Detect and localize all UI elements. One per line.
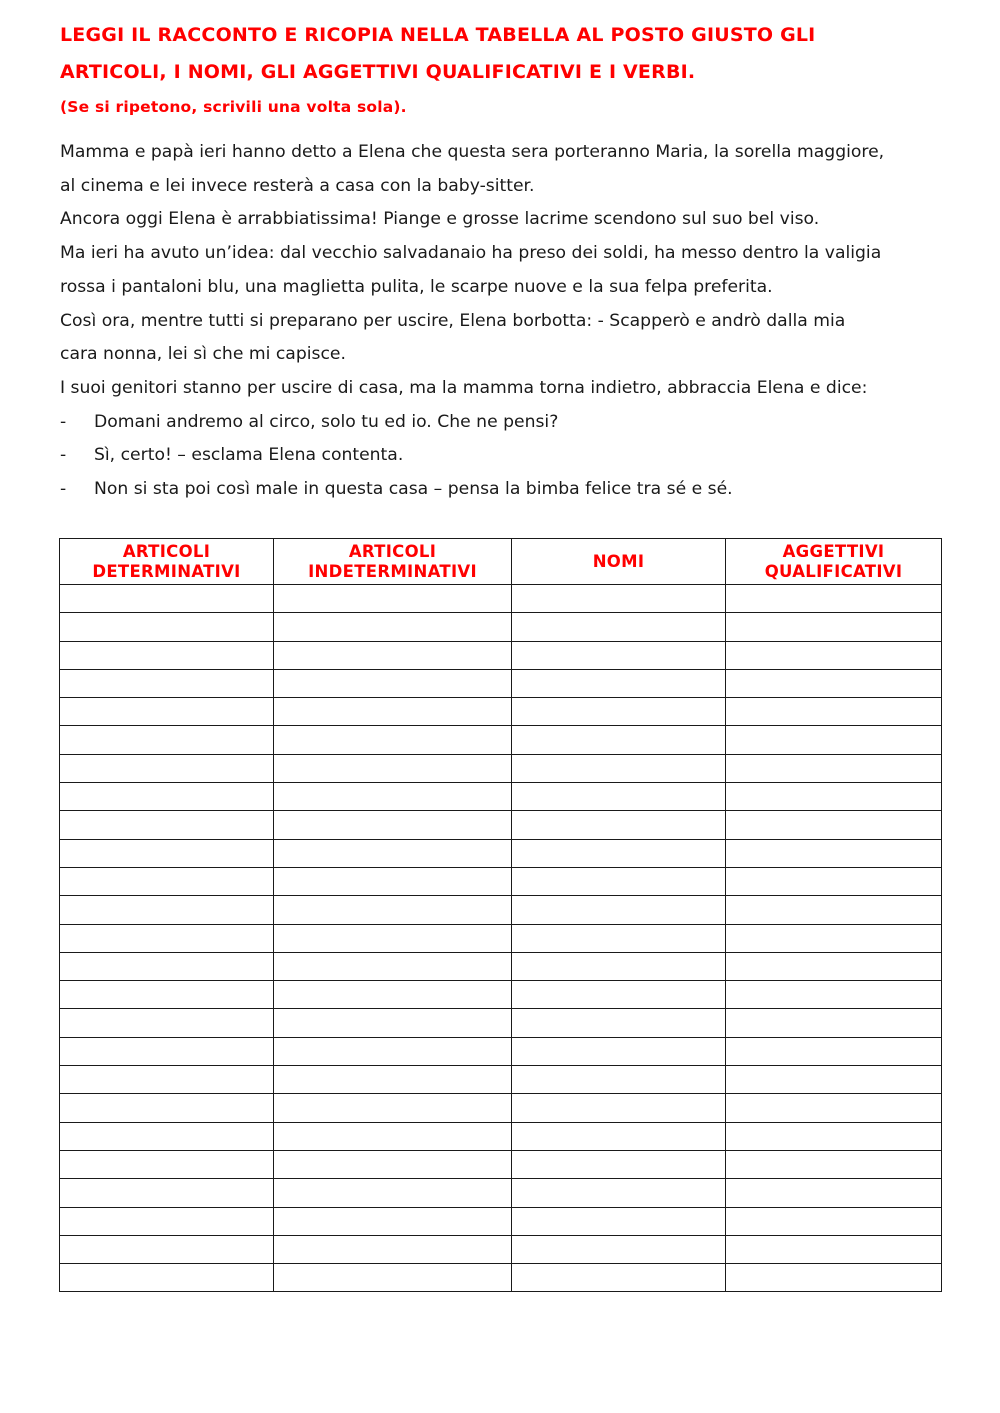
table-row: [60, 613, 942, 641]
dialogue-line: [60, 406, 960, 440]
header-articoli-determinativi: [60, 539, 274, 585]
header-line: ARTICOLI: [122, 541, 211, 561]
story-line: Mamma e papà ieri hanno detto a Elena che questa sera porteranno Maria, la sorella maggiore,: [60, 142, 885, 162]
table-row: [60, 754, 942, 782]
answer-cell[interactable]: [512, 896, 726, 924]
answer-cell[interactable]: [512, 981, 726, 1009]
answer-cell[interactable]: [60, 1094, 274, 1122]
header-line: AGGETTIVI: [782, 541, 885, 561]
answer-cell[interactable]: [274, 1066, 512, 1094]
answer-cell[interactable]: [726, 669, 942, 697]
story-text: [60, 136, 960, 507]
answer-cell[interactable]: [512, 754, 726, 782]
table-row: [60, 1037, 942, 1065]
table-row: [60, 981, 942, 1009]
answer-cell[interactable]: [60, 585, 274, 613]
answer-cell[interactable]: [726, 896, 942, 924]
table-row: [60, 641, 942, 669]
answer-cell[interactable]: [60, 1037, 274, 1065]
answer-cell[interactable]: [726, 726, 942, 754]
answer-cell[interactable]: [274, 641, 512, 669]
answer-cell[interactable]: [512, 585, 726, 613]
table-header-row: [60, 539, 942, 585]
answer-cell[interactable]: [274, 726, 512, 754]
instruction-note: (Se si ripetono, scrivili una volta sola).: [60, 98, 407, 116]
answer-cell[interactable]: [60, 669, 274, 697]
answer-cell[interactable]: [726, 1037, 942, 1065]
story-line: Ancora oggi Elena è arrabbiatissima! Piange e grosse lacrime scendono sul suo bel viso.: [60, 209, 820, 230]
answer-cell[interactable]: [726, 1235, 942, 1263]
header-nomi: [512, 539, 726, 585]
answer-cell[interactable]: [726, 867, 942, 895]
table-row: [60, 726, 942, 754]
answer-cell[interactable]: [512, 1094, 726, 1122]
answer-cell[interactable]: [726, 641, 942, 669]
table-row: [60, 839, 942, 867]
table-row: [60, 811, 942, 839]
answer-cell[interactable]: [512, 669, 726, 697]
header-line: DETERMINATIVI: [92, 561, 241, 581]
answer-cell[interactable]: [60, 613, 274, 641]
answer-cell[interactable]: [274, 981, 512, 1009]
answer-cell[interactable]: [60, 952, 274, 980]
header-line: ARTICOLI: [348, 541, 437, 561]
table-row: [60, 1150, 942, 1178]
answer-cell[interactable]: [512, 1009, 726, 1037]
table-row: [60, 585, 942, 613]
answer-cell[interactable]: [726, 981, 942, 1009]
header-line: INDETERMINATIVI: [308, 561, 477, 581]
answer-table: [59, 538, 942, 1292]
answer-cell[interactable]: [60, 698, 274, 726]
table-row: [60, 1264, 942, 1292]
answer-cell[interactable]: [512, 641, 726, 669]
dialogue-line: [60, 473, 960, 507]
answer-cell[interactable]: [512, 1207, 726, 1235]
answer-cell[interactable]: [726, 754, 942, 782]
answer-cell[interactable]: [726, 1066, 942, 1094]
answer-cell[interactable]: [726, 811, 942, 839]
answer-cell[interactable]: [60, 1122, 274, 1150]
dialogue-dash: -: [60, 411, 67, 432]
answer-cell[interactable]: [274, 1009, 512, 1037]
answer-cell[interactable]: [60, 1207, 274, 1235]
table-row: [60, 1235, 942, 1263]
answer-cell[interactable]: [274, 1264, 512, 1292]
table-row: [60, 1179, 942, 1207]
story-line: al cinema e lei invece resterà a casa con la baby-sitter.: [60, 175, 535, 196]
answer-cell[interactable]: [274, 867, 512, 895]
answer-cell[interactable]: [726, 952, 942, 980]
header-line: NOMI: [592, 551, 645, 571]
answer-cell[interactable]: [512, 811, 726, 839]
answer-cell[interactable]: [60, 896, 274, 924]
answer-cell[interactable]: [274, 839, 512, 867]
answer-cell[interactable]: [512, 1066, 726, 1094]
answer-cell[interactable]: [60, 754, 274, 782]
answer-cell[interactable]: [274, 1122, 512, 1150]
answer-cell[interactable]: [512, 783, 726, 811]
story-line: I suoi genitori stanno per uscire di casa, ma la mamma torna indietro, abbraccia Elena e dice:: [60, 377, 868, 398]
answer-cell[interactable]: [60, 1066, 274, 1094]
answer-cell[interactable]: [60, 641, 274, 669]
answer-cell[interactable]: [512, 924, 726, 952]
answer-cell[interactable]: [274, 1094, 512, 1122]
answer-cell[interactable]: [60, 1150, 274, 1178]
answer-cell[interactable]: [726, 1179, 942, 1207]
table-row: [60, 1207, 942, 1235]
answer-cell[interactable]: [274, 1037, 512, 1065]
instruction-line-1: LEGGI IL RACCONTO E RICOPIA NELLA TABELLA AL POSTO GIUSTO GLI: [60, 24, 816, 46]
answer-cell[interactable]: [512, 1264, 726, 1292]
table-body: [60, 585, 942, 1292]
answer-cell[interactable]: [274, 698, 512, 726]
table-row: [60, 1122, 942, 1150]
header-aggettivi-qualificativi: [726, 539, 942, 585]
answer-cell[interactable]: [726, 1122, 942, 1150]
answer-cell[interactable]: [512, 1122, 726, 1150]
answer-cell[interactable]: [60, 867, 274, 895]
table-row: [60, 1066, 942, 1094]
dialogue-dash: -: [60, 445, 67, 466]
answer-cell[interactable]: [274, 1150, 512, 1178]
answer-cell[interactable]: [274, 1207, 512, 1235]
story-line: rossa i pantaloni blu, una maglietta pulita, le scarpe nuove e la sua felpa preferita.: [60, 276, 773, 297]
header-line: QUALIFICATIVI: [764, 561, 903, 581]
answer-cell[interactable]: [512, 1037, 726, 1065]
answer-cell[interactable]: [274, 754, 512, 782]
answer-cell[interactable]: [274, 613, 512, 641]
dialogue-text: Non si sta poi così male in questa casa – pensa la bimba felice tra sé e sé.: [94, 479, 733, 500]
table-row: [60, 924, 942, 952]
answer-cell[interactable]: [726, 1009, 942, 1037]
answer-cell[interactable]: [726, 698, 942, 726]
table-row: [60, 896, 942, 924]
table-row: [60, 698, 942, 726]
answer-cell[interactable]: [726, 585, 942, 613]
answer-cell[interactable]: [726, 839, 942, 867]
story-line: Così ora, mentre tutti si preparano per uscire, Elena borbotta: - Scapperò e andrò dalla mia: [60, 310, 846, 331]
answer-cell[interactable]: [274, 669, 512, 697]
answer-cell[interactable]: [512, 1235, 726, 1263]
answer-cell[interactable]: [726, 783, 942, 811]
answer-cell[interactable]: [512, 726, 726, 754]
answer-cell[interactable]: [274, 783, 512, 811]
answer-cell[interactable]: [512, 867, 726, 895]
answer-cell[interactable]: [60, 981, 274, 1009]
answer-cell[interactable]: [274, 1235, 512, 1263]
table-row: [60, 952, 942, 980]
dialogue-line: [60, 439, 960, 473]
answer-cell[interactable]: [60, 783, 274, 811]
dialogue-dash: -: [60, 479, 67, 500]
answer-cell[interactable]: [60, 1264, 274, 1292]
answer-cell[interactable]: [726, 1150, 942, 1178]
answer-cell[interactable]: [512, 613, 726, 641]
answer-cell[interactable]: [512, 1179, 726, 1207]
answer-cell[interactable]: [60, 839, 274, 867]
answer-cell[interactable]: [726, 1094, 942, 1122]
header-articoli-indeterminativi: [274, 539, 512, 585]
answer-cell[interactable]: [274, 952, 512, 980]
instruction-line-2: ARTICOLI, I NOMI, GLI AGGETTIVI QUALIFICATIVI E I VERBI.: [60, 61, 696, 83]
answer-cell[interactable]: [60, 726, 274, 754]
answer-cell[interactable]: [274, 811, 512, 839]
answer-cell[interactable]: [726, 1207, 942, 1235]
table-row: [60, 1009, 942, 1037]
answer-cell[interactable]: [274, 1179, 512, 1207]
answer-cell[interactable]: [60, 924, 274, 952]
story-line: Ma ieri ha avuto un’idea: dal vecchio salvadanaio ha preso dei soldi, ha messo dentro la valigia: [60, 243, 882, 264]
answer-cell[interactable]: [726, 613, 942, 641]
answer-cell[interactable]: [60, 1179, 274, 1207]
answer-cell[interactable]: [60, 1235, 274, 1263]
answer-cell[interactable]: [274, 585, 512, 613]
answer-cell[interactable]: [512, 1150, 726, 1178]
table-row: [60, 669, 942, 697]
dialogue-text: Sì, certo! – esclama Elena contenta.: [94, 445, 404, 466]
dialogue-text: Domani andremo al circo, solo tu ed io. Che ne pensi?: [94, 411, 559, 432]
answer-cell[interactable]: [274, 924, 512, 952]
table-row: [60, 867, 942, 895]
story-line: cara nonna, lei sì che mi capisce.: [60, 344, 346, 365]
answer-cell[interactable]: [274, 896, 512, 924]
table-row: [60, 783, 942, 811]
table-row: [60, 1094, 942, 1122]
answer-cell[interactable]: [726, 1264, 942, 1292]
answer-cell[interactable]: [60, 811, 274, 839]
answer-cell[interactable]: [726, 924, 942, 952]
answer-cell[interactable]: [512, 839, 726, 867]
answer-cell[interactable]: [512, 698, 726, 726]
answer-cell[interactable]: [512, 952, 726, 980]
answer-cell[interactable]: [60, 1009, 274, 1037]
